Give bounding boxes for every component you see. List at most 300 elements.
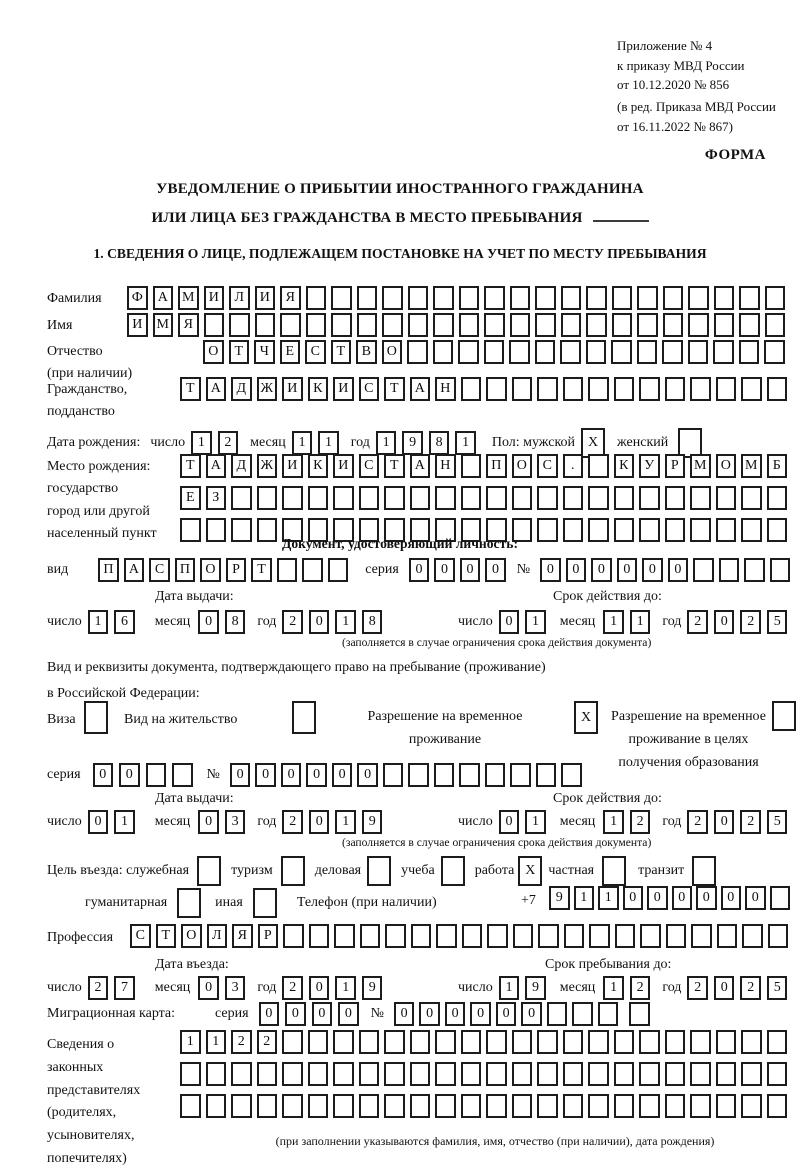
char-cell[interactable]: 0 <box>499 810 520 834</box>
char-cell[interactable]: А <box>206 454 227 478</box>
char-cell[interactable]: 0 <box>88 810 109 834</box>
char-cell[interactable] <box>639 1062 660 1086</box>
char-cell[interactable]: 2 <box>282 610 303 634</box>
representatives-cells-row3[interactable] <box>180 1094 792 1118</box>
char-cell[interactable]: 0 <box>332 763 353 787</box>
birthplace-cells-row2[interactable] <box>180 486 792 510</box>
char-cell[interactable]: С <box>305 340 326 364</box>
checkbox[interactable] <box>177 888 201 918</box>
char-cell[interactable] <box>486 486 507 510</box>
birth-year-cells[interactable] <box>376 431 482 455</box>
char-cell[interactable] <box>614 1094 635 1118</box>
char-cell[interactable] <box>383 763 404 787</box>
char-cell[interactable] <box>663 313 684 337</box>
char-cell[interactable]: Д <box>231 377 252 401</box>
char-cell[interactable] <box>741 377 762 401</box>
char-cell[interactable] <box>537 486 558 510</box>
char-cell[interactable] <box>333 1030 354 1054</box>
char-cell[interactable]: 9 <box>525 976 546 1000</box>
char-cell[interactable] <box>257 1062 278 1086</box>
char-cell[interactable] <box>333 486 354 510</box>
char-cell[interactable] <box>328 558 349 582</box>
char-cell[interactable] <box>407 340 428 364</box>
char-cell[interactable]: 0 <box>617 558 638 582</box>
char-cell[interactable]: 0 <box>668 558 689 582</box>
id-expiry-month-cells[interactable] <box>603 610 656 634</box>
char-cell[interactable] <box>277 558 298 582</box>
char-cell[interactable]: 8 <box>225 610 246 634</box>
char-cell[interactable] <box>459 286 480 310</box>
char-cell[interactable] <box>333 1062 354 1086</box>
char-cell[interactable] <box>741 486 762 510</box>
permit-expiry-day-cells[interactable] <box>499 810 552 834</box>
char-cell[interactable]: 2 <box>218 431 239 455</box>
char-cell[interactable] <box>411 924 432 948</box>
id-issue-day-cells[interactable] <box>88 610 141 634</box>
char-cell[interactable]: 1 <box>206 1030 227 1054</box>
char-cell[interactable] <box>510 313 531 337</box>
char-cell[interactable] <box>765 286 786 310</box>
char-cell[interactable] <box>231 486 252 510</box>
char-cell[interactable]: 0 <box>623 886 644 910</box>
char-cell[interactable] <box>461 486 482 510</box>
char-cell[interactable]: 2 <box>231 1030 252 1054</box>
char-cell[interactable] <box>410 486 431 510</box>
char-cell[interactable]: . <box>563 454 584 478</box>
char-cell[interactable] <box>484 340 505 364</box>
purpose-study-checkbox[interactable] <box>441 856 465 886</box>
char-cell[interactable]: И <box>333 377 354 401</box>
birth-month-cells[interactable] <box>292 431 345 455</box>
char-cell[interactable] <box>435 1062 456 1086</box>
char-cell[interactable] <box>282 1094 303 1118</box>
char-cell[interactable]: 0 <box>309 810 330 834</box>
char-cell[interactable]: Л <box>207 924 228 948</box>
char-cell[interactable]: 1 <box>455 431 476 455</box>
char-cell[interactable] <box>639 1094 660 1118</box>
checkbox[interactable]: X <box>574 701 598 734</box>
char-cell[interactable]: 0 <box>714 610 735 634</box>
char-cell[interactable] <box>665 486 686 510</box>
char-cell[interactable] <box>257 486 278 510</box>
char-cell[interactable]: 1 <box>525 610 546 634</box>
char-cell[interactable] <box>512 377 533 401</box>
char-cell[interactable] <box>435 486 456 510</box>
char-cell[interactable] <box>561 313 582 337</box>
entry-day-cells[interactable] <box>88 976 141 1000</box>
char-cell[interactable]: А <box>410 377 431 401</box>
char-cell[interactable]: 0 <box>540 558 561 582</box>
char-cell[interactable] <box>637 340 658 364</box>
char-cell[interactable] <box>359 1094 380 1118</box>
char-cell[interactable] <box>229 313 250 337</box>
char-cell[interactable] <box>612 286 633 310</box>
char-cell[interactable] <box>598 1002 619 1026</box>
id-doc-type-cells[interactable] <box>98 558 353 582</box>
char-cell[interactable] <box>691 924 712 948</box>
char-cell[interactable] <box>308 1094 329 1118</box>
char-cell[interactable]: 1 <box>525 810 546 834</box>
char-cell[interactable] <box>180 1062 201 1086</box>
char-cell[interactable] <box>716 1094 737 1118</box>
char-cell[interactable] <box>563 1062 584 1086</box>
char-cell[interactable]: 0 <box>198 610 219 634</box>
char-cell[interactable]: 0 <box>745 886 766 910</box>
char-cell[interactable] <box>461 1030 482 1054</box>
checkbox[interactable] <box>292 701 316 734</box>
char-cell[interactable]: 1 <box>603 610 624 634</box>
char-cell[interactable] <box>561 286 582 310</box>
char-cell[interactable] <box>486 1062 507 1086</box>
checkbox[interactable]: X <box>581 428 605 458</box>
char-cell[interactable]: П <box>98 558 119 582</box>
char-cell[interactable]: 0 <box>394 1002 415 1026</box>
char-cell[interactable]: 2 <box>630 810 651 834</box>
char-cell[interactable]: А <box>124 558 145 582</box>
char-cell[interactable]: К <box>614 454 635 478</box>
char-cell[interactable] <box>408 286 429 310</box>
char-cell[interactable] <box>280 313 301 337</box>
char-cell[interactable] <box>561 763 582 787</box>
char-cell[interactable] <box>588 454 609 478</box>
char-cell[interactable]: 3 <box>225 976 246 1000</box>
char-cell[interactable]: 1 <box>318 431 339 455</box>
char-cell[interactable] <box>435 1030 456 1054</box>
char-cell[interactable]: 5 <box>767 810 788 834</box>
char-cell[interactable] <box>308 1030 329 1054</box>
char-cell[interactable] <box>309 924 330 948</box>
char-cell[interactable] <box>614 377 635 401</box>
char-cell[interactable]: Т <box>384 454 405 478</box>
char-cell[interactable]: 0 <box>460 558 481 582</box>
checkbox[interactable] <box>281 856 305 886</box>
char-cell[interactable] <box>589 924 610 948</box>
checkbox[interactable] <box>84 701 108 734</box>
stay-month-cells[interactable] <box>603 976 656 1000</box>
permit-issue-day-cells[interactable] <box>88 810 141 834</box>
char-cell[interactable]: Т <box>251 558 272 582</box>
purpose-work-checkbox[interactable] <box>518 856 542 886</box>
char-cell[interactable] <box>334 924 355 948</box>
char-cell[interactable]: 0 <box>714 976 735 1000</box>
char-cell[interactable] <box>172 763 193 787</box>
migration-number-extra-cell[interactable] <box>629 1002 655 1026</box>
char-cell[interactable] <box>231 1094 252 1118</box>
char-cell[interactable]: 2 <box>687 976 708 1000</box>
char-cell[interactable] <box>614 1062 635 1086</box>
char-cell[interactable] <box>487 924 508 948</box>
char-cell[interactable]: И <box>255 286 276 310</box>
char-cell[interactable]: О <box>512 454 533 478</box>
char-cell[interactable] <box>612 313 633 337</box>
char-cell[interactable]: 0 <box>255 763 276 787</box>
char-cell[interactable]: 2 <box>687 810 708 834</box>
char-cell[interactable] <box>588 1030 609 1054</box>
char-cell[interactable] <box>716 377 737 401</box>
char-cell[interactable] <box>382 313 403 337</box>
char-cell[interactable] <box>359 1030 380 1054</box>
char-cell[interactable] <box>537 377 558 401</box>
char-cell[interactable] <box>639 1030 660 1054</box>
profession-cells[interactable] <box>130 924 793 948</box>
char-cell[interactable] <box>739 313 760 337</box>
char-cell[interactable]: С <box>359 454 380 478</box>
char-cell[interactable] <box>461 454 482 478</box>
char-cell[interactable] <box>535 286 556 310</box>
checkbox[interactable] <box>692 856 716 886</box>
char-cell[interactable]: И <box>282 377 303 401</box>
char-cell[interactable]: 2 <box>687 610 708 634</box>
char-cell[interactable] <box>436 924 457 948</box>
char-cell[interactable] <box>512 1062 533 1086</box>
migration-series-cells[interactable] <box>259 1002 365 1026</box>
char-cell[interactable]: 2 <box>282 976 303 1000</box>
checkbox[interactable] <box>441 856 465 886</box>
representatives-cells-row2[interactable] <box>180 1062 792 1086</box>
char-cell[interactable]: Я <box>178 313 199 337</box>
char-cell[interactable] <box>535 313 556 337</box>
char-cell[interactable] <box>146 763 167 787</box>
char-cell[interactable] <box>662 340 683 364</box>
char-cell[interactable] <box>741 1062 762 1086</box>
char-cell[interactable]: 0 <box>721 886 742 910</box>
char-cell[interactable] <box>357 286 378 310</box>
char-cell[interactable]: 1 <box>603 976 624 1000</box>
char-cell[interactable]: 0 <box>309 610 330 634</box>
char-cell[interactable] <box>716 486 737 510</box>
char-cell[interactable]: С <box>149 558 170 582</box>
char-cell[interactable] <box>714 286 735 310</box>
temp-residence-checkbox[interactable] <box>574 701 598 734</box>
char-cell[interactable]: 1 <box>376 431 397 455</box>
char-cell[interactable] <box>586 286 607 310</box>
char-cell[interactable]: Ж <box>257 454 278 478</box>
char-cell[interactable] <box>410 1030 431 1054</box>
char-cell[interactable] <box>564 924 585 948</box>
char-cell[interactable] <box>512 1030 533 1054</box>
char-cell[interactable]: 9 <box>362 810 383 834</box>
char-cell[interactable] <box>665 1062 686 1086</box>
char-cell[interactable] <box>231 1062 252 1086</box>
char-cell[interactable]: К <box>308 377 329 401</box>
stay-year-cells[interactable] <box>687 976 793 1000</box>
temp-residence-edu-checkbox[interactable] <box>772 701 796 731</box>
char-cell[interactable] <box>408 313 429 337</box>
char-cell[interactable] <box>535 340 556 364</box>
checkbox[interactable] <box>367 856 391 886</box>
char-cell[interactable] <box>770 558 791 582</box>
char-cell[interactable] <box>283 924 304 948</box>
char-cell[interactable] <box>665 377 686 401</box>
char-cell[interactable]: 1 <box>630 610 651 634</box>
char-cell[interactable] <box>180 1094 201 1118</box>
char-cell[interactable]: 8 <box>362 610 383 634</box>
char-cell[interactable] <box>461 377 482 401</box>
char-cell[interactable]: Т <box>384 377 405 401</box>
char-cell[interactable] <box>614 486 635 510</box>
char-cell[interactable] <box>716 1062 737 1086</box>
char-cell[interactable]: 2 <box>630 976 651 1000</box>
char-cell[interactable]: О <box>382 340 403 364</box>
char-cell[interactable] <box>588 1094 609 1118</box>
char-cell[interactable] <box>637 286 658 310</box>
char-cell[interactable] <box>767 377 788 401</box>
char-cell[interactable]: 5 <box>767 610 788 634</box>
char-cell[interactable]: 0 <box>338 1002 359 1026</box>
char-cell[interactable]: Т <box>180 454 201 478</box>
char-cell[interactable]: 2 <box>257 1030 278 1054</box>
entry-month-cells[interactable] <box>198 976 251 1000</box>
char-cell[interactable] <box>382 286 403 310</box>
char-cell[interactable]: М <box>741 454 762 478</box>
char-cell[interactable]: У <box>639 454 660 478</box>
patronymic-cells[interactable] <box>203 340 790 364</box>
char-cell[interactable]: 1 <box>88 610 109 634</box>
char-cell[interactable] <box>331 313 352 337</box>
char-cell[interactable]: 2 <box>88 976 109 1000</box>
char-cell[interactable]: 9 <box>549 886 570 910</box>
char-cell[interactable]: Н <box>435 377 456 401</box>
char-cell[interactable] <box>255 313 276 337</box>
char-cell[interactable] <box>690 377 711 401</box>
char-cell[interactable]: 0 <box>312 1002 333 1026</box>
char-cell[interactable]: О <box>200 558 221 582</box>
char-cell[interactable] <box>719 558 740 582</box>
char-cell[interactable]: 9 <box>402 431 423 455</box>
char-cell[interactable]: 0 <box>470 1002 491 1026</box>
char-cell[interactable] <box>459 763 480 787</box>
char-cell[interactable]: И <box>127 313 148 337</box>
char-cell[interactable]: С <box>359 377 380 401</box>
char-cell[interactable] <box>765 313 786 337</box>
char-cell[interactable]: 0 <box>591 558 612 582</box>
char-cell[interactable]: 1 <box>335 610 356 634</box>
char-cell[interactable]: И <box>204 286 225 310</box>
checkbox[interactable] <box>772 701 796 731</box>
id-expiry-year-cells[interactable] <box>687 610 793 634</box>
char-cell[interactable]: 0 <box>672 886 693 910</box>
char-cell[interactable]: Р <box>226 558 247 582</box>
char-cell[interactable] <box>433 286 454 310</box>
char-cell[interactable]: И <box>282 454 303 478</box>
char-cell[interactable] <box>688 340 709 364</box>
purpose-private-checkbox[interactable] <box>602 856 626 886</box>
char-cell[interactable]: А <box>206 377 227 401</box>
char-cell[interactable]: 1 <box>598 886 619 910</box>
char-cell[interactable]: О <box>716 454 737 478</box>
char-cell[interactable]: 2 <box>282 810 303 834</box>
residence-permit-checkbox[interactable] <box>292 701 316 734</box>
char-cell[interactable]: М <box>153 313 174 337</box>
char-cell[interactable]: Н <box>435 454 456 478</box>
char-cell[interactable]: 1 <box>574 886 595 910</box>
char-cell[interactable] <box>717 924 738 948</box>
char-cell[interactable]: 2 <box>740 810 761 834</box>
char-cell[interactable] <box>768 924 789 948</box>
char-cell[interactable]: 0 <box>499 610 520 634</box>
purpose-other-checkbox[interactable] <box>253 888 277 918</box>
char-cell[interactable] <box>560 340 581 364</box>
permit-expiry-year-cells[interactable] <box>687 810 793 834</box>
char-cell[interactable]: 0 <box>419 1002 440 1026</box>
char-cell[interactable]: 1 <box>292 431 313 455</box>
char-cell[interactable] <box>513 924 534 948</box>
char-cell[interactable]: 1 <box>335 976 356 1000</box>
char-cell[interactable]: 0 <box>357 763 378 787</box>
char-cell[interactable] <box>767 1062 788 1086</box>
char-cell[interactable] <box>690 1030 711 1054</box>
char-cell[interactable]: С <box>130 924 151 948</box>
char-cell[interactable] <box>586 340 607 364</box>
char-cell[interactable] <box>666 924 687 948</box>
char-cell[interactable] <box>563 1094 584 1118</box>
char-cell[interactable] <box>716 1030 737 1054</box>
char-cell[interactable] <box>384 1030 405 1054</box>
char-cell[interactable] <box>764 340 785 364</box>
char-cell[interactable]: 0 <box>642 558 663 582</box>
char-cell[interactable] <box>744 558 765 582</box>
char-cell[interactable] <box>665 1030 686 1054</box>
char-cell[interactable] <box>693 558 714 582</box>
char-cell[interactable] <box>663 286 684 310</box>
permit-expiry-month-cells[interactable] <box>603 810 656 834</box>
char-cell[interactable]: П <box>175 558 196 582</box>
id-doc-series-cells[interactable] <box>409 558 511 582</box>
char-cell[interactable]: 0 <box>485 558 506 582</box>
char-cell[interactable]: 1 <box>180 1030 201 1054</box>
char-cell[interactable]: Б <box>767 454 788 478</box>
char-cell[interactable]: 0 <box>434 558 455 582</box>
char-cell[interactable] <box>639 377 660 401</box>
char-cell[interactable]: 1 <box>335 810 356 834</box>
char-cell[interactable] <box>588 1062 609 1086</box>
char-cell[interactable] <box>739 286 760 310</box>
given-name-cells[interactable] <box>127 313 790 337</box>
char-cell[interactable] <box>385 924 406 948</box>
checkbox[interactable]: X <box>518 856 542 886</box>
char-cell[interactable] <box>547 1002 568 1026</box>
char-cell[interactable] <box>742 924 763 948</box>
char-cell[interactable]: Ж <box>257 377 278 401</box>
char-cell[interactable] <box>359 1062 380 1086</box>
char-cell[interactable] <box>509 340 530 364</box>
char-cell[interactable]: 1 <box>191 431 212 455</box>
char-cell[interactable]: А <box>410 454 431 478</box>
char-cell[interactable]: 0 <box>281 763 302 787</box>
char-cell[interactable] <box>537 1094 558 1118</box>
char-cell[interactable] <box>690 486 711 510</box>
char-cell[interactable] <box>690 1094 711 1118</box>
char-cell[interactable]: П <box>486 454 507 478</box>
char-cell[interactable] <box>308 1062 329 1086</box>
char-cell[interactable]: 0 <box>198 810 219 834</box>
char-cell[interactable] <box>486 377 507 401</box>
char-cell[interactable] <box>434 763 455 787</box>
char-cell[interactable]: 0 <box>496 1002 517 1026</box>
id-expiry-day-cells[interactable] <box>499 610 552 634</box>
char-cell[interactable]: 0 <box>309 976 330 1000</box>
phone-cells[interactable] <box>549 886 794 910</box>
char-cell[interactable] <box>639 486 660 510</box>
char-cell[interactable]: 0 <box>119 763 140 787</box>
char-cell[interactable] <box>563 1030 584 1054</box>
purpose-humanitarian-checkbox[interactable] <box>177 888 201 918</box>
char-cell[interactable]: 0 <box>647 886 668 910</box>
char-cell[interactable]: 6 <box>114 610 135 634</box>
char-cell[interactable]: В <box>356 340 377 364</box>
char-cell[interactable] <box>690 1062 711 1086</box>
char-cell[interactable] <box>637 313 658 337</box>
